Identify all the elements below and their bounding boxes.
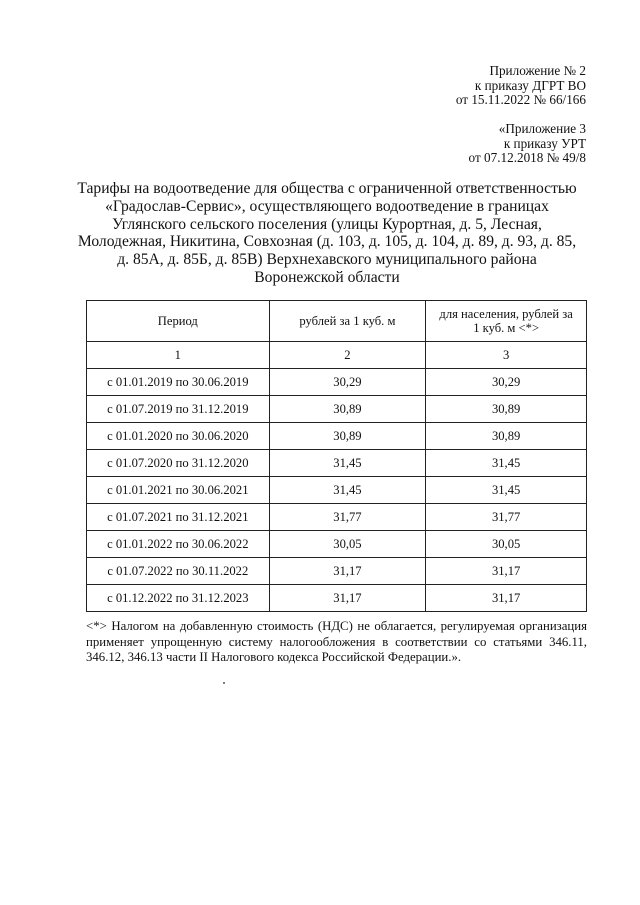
column-number: 1 bbox=[87, 342, 270, 369]
period-cell: с 01.01.2020 по 30.06.2020 bbox=[87, 423, 270, 450]
table-row bbox=[87, 450, 587, 477]
table-row bbox=[87, 369, 587, 396]
column-number: 2 bbox=[269, 342, 426, 369]
appendix-number: Приложение № 2 bbox=[489, 63, 586, 78]
period-cell: с 01.01.2019 по 30.06.2019 bbox=[87, 369, 270, 396]
tariff-cell: 31,77 bbox=[269, 504, 426, 531]
tariff-cell: 31,17 bbox=[269, 558, 426, 585]
title-line-6: Воронежской области bbox=[254, 268, 400, 286]
population-tariff-cell: 30,89 bbox=[426, 423, 587, 450]
appendix-date: от 15.11.2022 № 66/166 bbox=[455, 92, 586, 107]
original-appendix-number: «Приложение 3 bbox=[498, 121, 586, 136]
population-tariff-cell: 31,45 bbox=[426, 477, 587, 504]
table-header-row bbox=[87, 301, 587, 342]
period-cell: с 01.07.2019 по 31.12.2019 bbox=[87, 396, 270, 423]
period-cell: с 01.07.2022 по 30.11.2022 bbox=[87, 558, 270, 585]
tariff-cell: 31,17 bbox=[269, 585, 426, 612]
table-row bbox=[87, 585, 587, 612]
header-population bbox=[426, 301, 587, 342]
tariff-table bbox=[86, 300, 587, 612]
population-tariff-cell: 31,17 bbox=[426, 558, 587, 585]
tax-footnote: <*> Налогом на добавленную стоимость (НДС) не облагается, регулируемая организация применяет упрощенную систему налогообложения в соответствии со статьями 346.11, 346.12, 346.13 части II Налогового кодекса Российской Федерации.». bbox=[86, 619, 587, 664]
appendix-order: к приказу ДГРТ ВО bbox=[474, 77, 586, 93]
header-population-line-1: для населения, рублей за bbox=[439, 307, 573, 321]
population-tariff-cell: 31,17 bbox=[426, 585, 587, 612]
title-line-3: Углянского сельского поселения (улицы Курортная, д. 5, Лесная, bbox=[112, 215, 542, 233]
column-number: 3 bbox=[426, 342, 587, 369]
period-cell: с 01.01.2021 по 30.06.2021 bbox=[87, 477, 270, 504]
table-row bbox=[87, 558, 587, 585]
document-title bbox=[76, 180, 578, 287]
tariff-cell: 30,05 bbox=[269, 531, 426, 558]
original-appendix-reference bbox=[469, 122, 586, 166]
column-number-row bbox=[87, 342, 587, 369]
population-tariff-cell: 30,05 bbox=[426, 531, 587, 558]
period-cell: с 01.07.2020 по 31.12.2020 bbox=[87, 450, 270, 477]
original-appendix-order: к приказу УРТ bbox=[503, 135, 586, 151]
header-period: Период bbox=[87, 301, 270, 342]
table-row bbox=[87, 396, 587, 423]
tariff-cell: 30,29 bbox=[269, 369, 426, 396]
header-population-line-2: 1 куб. м <*> bbox=[473, 321, 540, 335]
period-cell: с 01.07.2021 по 31.12.2021 bbox=[87, 504, 270, 531]
population-tariff-cell: 30,89 bbox=[426, 396, 587, 423]
tariff-cell: 30,89 bbox=[269, 423, 426, 450]
population-tariff-cell: 31,77 bbox=[426, 504, 587, 531]
scan-speck bbox=[223, 682, 225, 684]
title-line-4: Молодежная, Никитина, Совхозная (д. 103, д. 105, д. 104, д. 89, д. 93, д. 85, bbox=[77, 233, 577, 251]
tariff-cell: 31,45 bbox=[269, 450, 426, 477]
table-row bbox=[87, 504, 587, 531]
table-row bbox=[87, 531, 587, 558]
original-appendix-date: от 07.12.2018 № 49/8 bbox=[468, 150, 586, 165]
header-tariff: рублей за 1 куб. м bbox=[269, 301, 426, 342]
table-row bbox=[87, 423, 587, 450]
title-line-2: «Градослав-Сервис», осуществляющего водоотведение в границах bbox=[105, 197, 549, 215]
population-tariff-cell: 31,45 bbox=[426, 450, 587, 477]
tariff-cell: 31,45 bbox=[269, 477, 426, 504]
population-tariff-cell: 30,29 bbox=[426, 369, 587, 396]
table-row bbox=[87, 477, 587, 504]
period-cell: с 01.12.2022 по 31.12.2023 bbox=[87, 585, 270, 612]
title-line-1: Тарифы на водоотведение для общества с ограниченной ответственностью bbox=[77, 180, 577, 197]
tariff-cell: 30,89 bbox=[269, 396, 426, 423]
appendix-reference bbox=[456, 64, 586, 108]
period-cell: с 01.01.2022 по 30.06.2022 bbox=[87, 531, 270, 558]
title-line-5: д. 85А, д. 85Б, д. 85В) Верхнехавского муниципального района bbox=[117, 251, 537, 269]
